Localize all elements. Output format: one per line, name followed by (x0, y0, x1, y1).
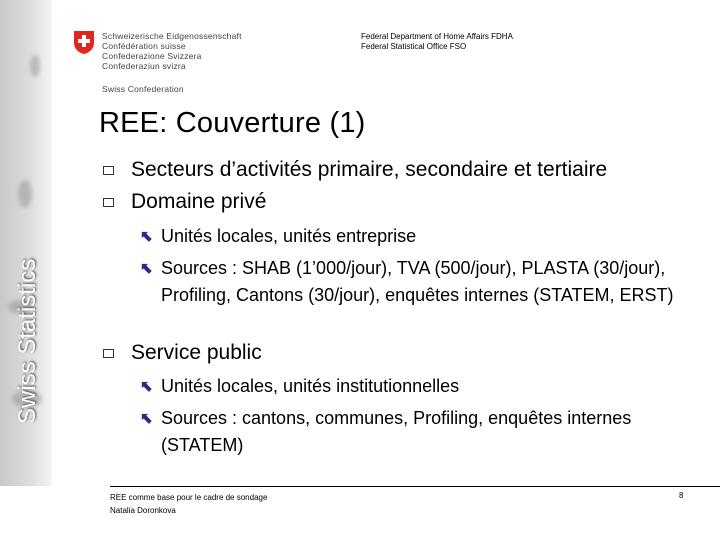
conf-line: Confederaziun svizra (102, 61, 186, 71)
conf-line: Confédération suisse (102, 41, 186, 51)
arrow-bullet-icon: ⬉ (140, 410, 153, 427)
bullet (103, 341, 262, 365)
conf-line: Schweizerische Eidgenossenschaft (102, 31, 242, 41)
sub-bullet (140, 405, 690, 459)
footer (110, 491, 267, 517)
footer-title: REE comme base pour le cadre de sondage (110, 493, 268, 502)
swiss-shield-icon (73, 30, 95, 55)
confederation-wordmark (102, 31, 242, 94)
conf-line-en: Swiss Confederation (102, 84, 184, 94)
page-number: 8 (679, 491, 684, 500)
sub-bullet (140, 255, 680, 309)
conf-line: Confederazione Svizzera (102, 51, 202, 61)
office: Federal Statistical Office FSO (361, 42, 467, 51)
arrow-bullet-icon: ⬉ (140, 378, 153, 395)
square-bullet-icon (103, 166, 114, 175)
slide-title: REE: Couverture (1) (99, 107, 366, 139)
bullet-text: Secteurs d’activités primaire, secondaire et tertiaire (131, 158, 608, 181)
square-bullet-icon (103, 198, 114, 207)
sub-bullet-text: Sources : cantons, communes, Profiling, enquêtes internes (STATEM) (161, 408, 632, 455)
sub-bullet-text: Unités locales, unités entreprise (161, 226, 417, 246)
bullet-text: Service public (131, 341, 262, 364)
side-banner-photo (0, 0, 52, 486)
sub-bullet (140, 373, 700, 400)
sub-bullet (140, 223, 700, 250)
swiss-statistics-banner: Swiss Statistics (14, 258, 41, 424)
bullet-text: Domaine privé (131, 190, 267, 213)
footer-divider (110, 486, 720, 487)
sub-bullet-text: Unités locales, unités institutionnelles (161, 376, 460, 396)
square-bullet-icon (103, 349, 114, 358)
department-label (361, 32, 513, 52)
arrow-bullet-icon: ⬉ (140, 228, 153, 245)
bullet (103, 190, 266, 214)
bullet (103, 158, 607, 182)
department: Federal Department of Home Affairs FDHA (361, 32, 513, 41)
footer-author: Natalia Doronkova (110, 506, 176, 515)
sub-bullet-text: Sources : SHAB (1’000/jour), TVA (500/jour), PLASTA (30/jour), Profiling, Cantons (30/jour), enquêtes internes (STATEM, ERST) (161, 258, 674, 305)
arrow-bullet-icon: ⬉ (140, 260, 153, 277)
